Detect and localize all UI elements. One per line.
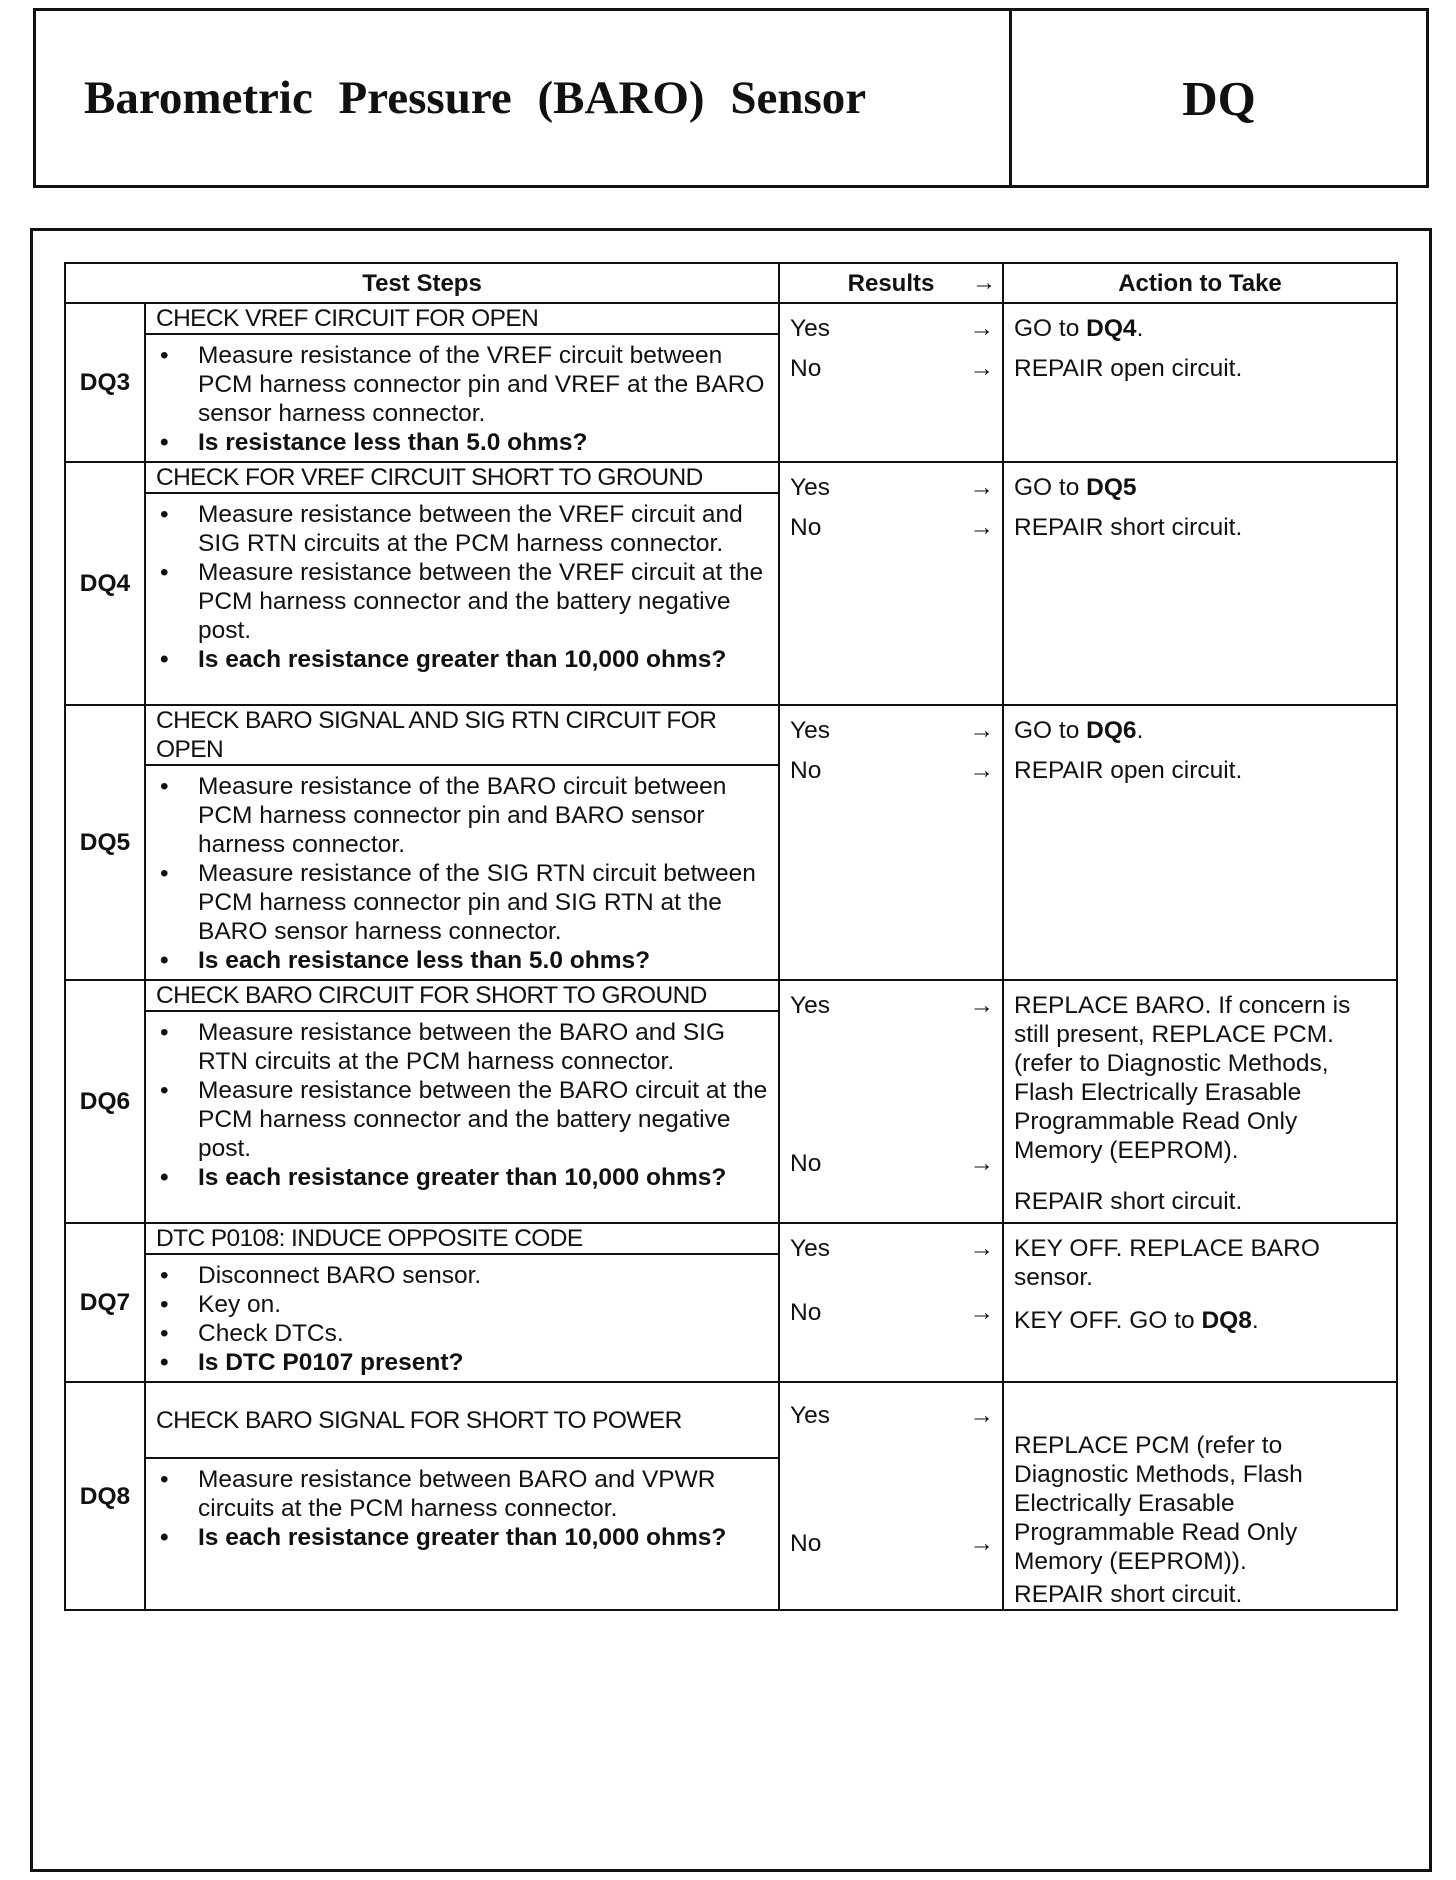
result-no (790, 509, 996, 549)
action-cell (1003, 705, 1397, 980)
action-list (1004, 981, 1396, 1216)
action-text (1014, 513, 1390, 542)
page-title: Barometric Pressure (BARO) Sensor (36, 11, 1012, 185)
action-pre: GO to (1014, 474, 1087, 501)
results-list (780, 304, 1002, 390)
action-text (1014, 1580, 1390, 1609)
step-instructions (145, 334, 779, 462)
result-no (790, 752, 996, 792)
instruction-item: • Is each resistance less than 5.0 ohms? (198, 946, 770, 975)
action-step-ref: DQ5 (1086, 474, 1137, 501)
results-cell (779, 303, 1003, 462)
arrow-right-icon: → (969, 514, 994, 541)
result-label: Yes (790, 992, 830, 1019)
title-box (33, 8, 1429, 188)
action-list (1004, 1224, 1396, 1335)
step-heading-row (65, 1382, 1397, 1458)
result-label: Yes (790, 1402, 830, 1429)
arrow-right-icon: → (969, 1402, 994, 1429)
arrow-right-icon: → (969, 1299, 994, 1326)
result-label: Yes (790, 474, 830, 501)
instruction-item: • Measure resistance of the SIG RTN circuit between PCM harness connector pin and SIG RTN at the BARO sensor harness connector. (198, 859, 770, 946)
results-list (780, 1224, 1002, 1334)
header-action: Action to Take (1003, 263, 1397, 303)
table-body (65, 303, 1397, 1610)
action-text (1014, 354, 1390, 383)
instruction-item: • Measure resistance between the BARO circuit at the PCM harness connector and the battery negative post. (198, 1076, 770, 1163)
result-label: Yes (790, 717, 830, 744)
instruction-list (198, 1261, 770, 1377)
header-results-label: Results (847, 269, 935, 297)
result-no (790, 1145, 996, 1185)
action-text (1014, 473, 1390, 502)
result-no (790, 1525, 996, 1565)
results-cell (779, 1223, 1003, 1382)
action-cell (1003, 980, 1397, 1223)
arrow-right-icon: → (969, 474, 994, 501)
result-yes (790, 712, 996, 752)
action-list (1004, 706, 1396, 785)
step-instructions (145, 1011, 779, 1223)
action-post: . (1136, 717, 1144, 744)
step-heading-row (65, 1223, 1397, 1254)
action-cell (1003, 462, 1397, 705)
instruction-item: • Measure resistance of the VREF circuit between PCM harness connector pin and VREF at the BARO sensor harness connector. (198, 341, 770, 428)
action-step-ref: DQ4 (1086, 315, 1137, 342)
instruction-item: • Check DTCs. (198, 1319, 770, 1348)
action-cell (1003, 303, 1397, 462)
step-title: CHECK BARO SIGNAL AND SIG RTN CIRCUIT FOR OPEN (145, 705, 779, 765)
step-id: DQ5 (65, 705, 145, 980)
results-cell (779, 1382, 1003, 1610)
result-yes (790, 987, 996, 1027)
action-list (1004, 1383, 1396, 1609)
action-text (1014, 1234, 1390, 1292)
result-label: Yes (790, 315, 830, 342)
action-post: . (1251, 1307, 1259, 1334)
step-instructions (145, 765, 779, 980)
action-pre: REPLACE PCM (refer to Diagnostic Methods, Flash Electrically Erasable Programmable Read Only Memory (EEPROM)). (1014, 1432, 1303, 1575)
arrow-right-icon: → (969, 1150, 994, 1177)
step-id: DQ8 (65, 1382, 145, 1610)
arrow-right-icon: → (969, 992, 994, 1019)
step-instructions (145, 1458, 779, 1610)
action-text (1014, 1187, 1390, 1216)
results-cell (779, 462, 1003, 705)
action-pre: REPAIR short circuit. (1014, 514, 1243, 541)
action-pre: KEY OFF. REPLACE BARO sensor. (1014, 1235, 1320, 1291)
instruction-item: • Measure resistance between the BARO and SIG RTN circuits at the PCM harness connector. (198, 1018, 770, 1076)
action-cell (1003, 1382, 1397, 1610)
action-pre: REPAIR open circuit. (1014, 757, 1243, 784)
results-cell (779, 980, 1003, 1223)
arrow-right-icon: → (969, 1530, 994, 1557)
step-instructions (145, 493, 779, 705)
instruction-list (198, 341, 770, 457)
instruction-item: • Measure resistance between the VREF circuit and SIG RTN circuits at the PCM harness connector. (198, 500, 770, 558)
instruction-list (198, 1018, 770, 1192)
arrow-right-icon: → (969, 355, 994, 382)
action-list (1004, 304, 1396, 383)
action-text (1014, 716, 1390, 745)
result-yes (790, 310, 996, 350)
action-step-ref: DQ6 (1086, 717, 1137, 744)
action-post: . (1136, 315, 1144, 342)
instruction-item: • Measure resistance between the VREF circuit at the PCM harness connector and the battery negative post. (198, 558, 770, 645)
action-text (1014, 756, 1390, 785)
step-id: DQ4 (65, 462, 145, 705)
step-id: DQ7 (65, 1223, 145, 1382)
results-list (780, 1383, 1002, 1565)
result-no (790, 1294, 996, 1334)
result-yes (790, 469, 996, 509)
instruction-item: • Measure resistance between BARO and VPWR circuits at the PCM harness connector. (198, 1465, 770, 1523)
arrow-right-icon: → (969, 757, 994, 784)
result-label: No (790, 1150, 822, 1177)
results-list (780, 706, 1002, 792)
action-pre: GO to (1014, 315, 1087, 342)
action-step-ref: DQ8 (1201, 1307, 1252, 1334)
step-title: CHECK BARO SIGNAL FOR SHORT TO POWER (145, 1382, 779, 1458)
instruction-item: • Key on. (198, 1290, 770, 1319)
step-instructions (145, 1254, 779, 1382)
result-label: No (790, 355, 822, 382)
step-id: DQ6 (65, 980, 145, 1223)
instruction-list (198, 772, 770, 975)
step-title: CHECK FOR VREF CIRCUIT SHORT TO GROUND (145, 462, 779, 493)
action-text (1014, 314, 1390, 343)
table-header-row (65, 263, 1397, 303)
result-label: No (790, 514, 822, 541)
instruction-list (198, 500, 770, 674)
step-heading-row (65, 462, 1397, 493)
instruction-item: • Is DTC P0107 present? (198, 1348, 770, 1377)
results-list (780, 463, 1002, 549)
action-list (1004, 463, 1396, 542)
instruction-list (198, 1465, 770, 1552)
action-text (1014, 1431, 1390, 1576)
instruction-item: • Is each resistance greater than 10,000 ohms? (198, 1163, 770, 1192)
instruction-item: • Is each resistance greater than 10,000 ohms? (198, 1523, 770, 1552)
action-text (1014, 1306, 1390, 1335)
action-pre: REPAIR open circuit. (1014, 355, 1243, 382)
test-steps-table (64, 262, 1398, 1611)
action-pre: REPAIR short circuit. (1014, 1581, 1243, 1608)
step-title: CHECK VREF CIRCUIT FOR OPEN (145, 303, 779, 334)
step-heading-row (65, 980, 1397, 1011)
result-yes (790, 1397, 996, 1437)
results-list (780, 981, 1002, 1185)
step-id: DQ3 (65, 303, 145, 462)
result-no (790, 350, 996, 390)
action-text (1014, 991, 1390, 1165)
action-pre: GO to (1014, 717, 1087, 744)
action-pre: KEY OFF. GO to (1014, 1307, 1202, 1334)
result-label: Yes (790, 1235, 830, 1262)
step-title: DTC P0108: INDUCE OPPOSITE CODE (145, 1223, 779, 1254)
instruction-item: • Is resistance less than 5.0 ohms? (198, 428, 770, 457)
instruction-item: • Disconnect BARO sensor. (198, 1261, 770, 1290)
action-pre: REPAIR short circuit. (1014, 1188, 1243, 1215)
instruction-item: • Is each resistance greater than 10,000 ohms? (198, 645, 770, 674)
step-heading-row (65, 303, 1397, 334)
header-test-steps: Test Steps (65, 263, 779, 303)
arrow-right-icon: → (969, 717, 994, 744)
step-title: CHECK BARO CIRCUIT FOR SHORT TO GROUND (145, 980, 779, 1011)
instruction-item: • Measure resistance of the BARO circuit between PCM harness connector pin and BARO sensor harness connector. (198, 772, 770, 859)
result-yes (790, 1230, 996, 1270)
header-results (779, 263, 1003, 303)
arrow-right-icon: → (969, 315, 994, 342)
result-label: No (790, 1530, 822, 1557)
action-pre: REPLACE BARO. If concern is still present, REPLACE PCM. (refer to Diagnostic Methods, Flash Electrically Erasable Programmable Read Only Memory (EEPROM). (1014, 992, 1351, 1164)
results-cell (779, 705, 1003, 980)
result-label: No (790, 757, 822, 784)
arrow-right-icon: → (969, 1235, 994, 1262)
step-heading-row (65, 705, 1397, 765)
section-code: DQ (1182, 70, 1256, 126)
action-cell (1003, 1223, 1397, 1382)
result-label: No (790, 1299, 822, 1326)
arrow-right-icon: → (972, 269, 996, 296)
